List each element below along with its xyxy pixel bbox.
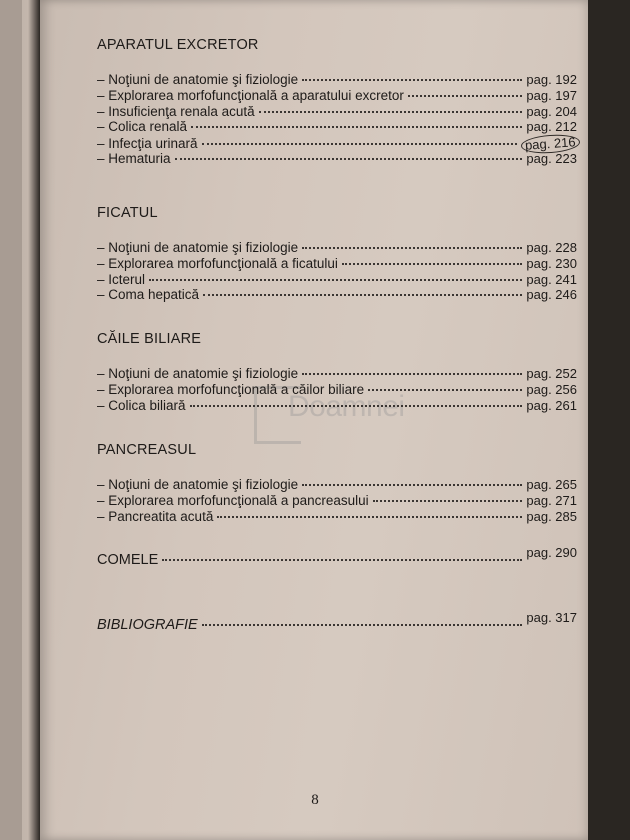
leader-dots [302, 237, 522, 249]
toc-entry-title: COMELE [97, 552, 159, 568]
toc-entry-comele [97, 545, 577, 568]
toc-entry-title: – Explorarea morfofuncţională a pancreasului [97, 492, 369, 508]
section-bibliografie [97, 610, 577, 633]
leader-dots [408, 85, 522, 97]
toc-entry-title: – Noţiuni de anatomie şi fiziologie [97, 72, 299, 87]
toc-entry-page: pag. 265 [526, 477, 577, 492]
section-caile-biliare [97, 329, 577, 413]
toc-entry-title: – Colica renală [97, 119, 188, 135]
book-spine-edge [0, 0, 40, 840]
toc-entry-page: pag. 285 [526, 508, 577, 524]
section-comele [97, 545, 577, 568]
toc-entry [97, 509, 577, 525]
toc-entry-page: pag. 256 [526, 381, 577, 397]
toc-entry-title: – Infecţia urinară [97, 136, 198, 152]
leader-dots [191, 116, 522, 128]
leader-dots [162, 549, 522, 561]
page-number: 8 [311, 792, 319, 808]
watermark-text: Doamnei [288, 390, 405, 423]
toc-entry [97, 398, 577, 414]
toc-entry-title: – Explorarea morfofuncţională a căilor biliare [97, 381, 365, 397]
section-heading: APARATUL EXCRETOR [97, 37, 259, 53]
leader-dots [302, 363, 522, 375]
leader-dots [175, 148, 523, 160]
toc-entry-page: pag. 261 [526, 397, 577, 413]
section-heading: PANCREASUL [97, 442, 197, 458]
leader-dots [190, 395, 523, 407]
toc-entry-page: pag. 204 [526, 103, 577, 119]
toc-entry [97, 287, 577, 303]
leader-dots [202, 614, 523, 626]
leader-dots [373, 490, 523, 502]
leader-dots [342, 253, 523, 265]
toc-entry-page: pag. 192 [526, 72, 577, 87]
toc-entry-page: pag. 317 [526, 610, 577, 625]
leader-dots [203, 284, 522, 296]
toc-entry-title: – Explorarea morfofuncţională a aparatului excretor [97, 87, 404, 103]
section-heading: FICATUL [97, 205, 158, 221]
toc-entry-page: pag. 197 [526, 87, 577, 103]
section-aparatul-excretor [97, 35, 577, 167]
toc-entry-page: pag. 223 [526, 150, 577, 166]
leader-dots [217, 506, 522, 518]
toc-entry-page: pag. 271 [526, 492, 577, 508]
toc-entry-page: pag. 228 [526, 240, 577, 255]
toc-entry-page: pag. 212 [526, 119, 577, 135]
toc-entry-title: – Icterul [97, 271, 146, 287]
toc-entry-title: – Colica biliară [97, 397, 186, 413]
section-heading: CĂILE BILIARE [97, 331, 202, 347]
leader-dots [259, 101, 523, 113]
toc-entry-title: – Noţiuni de anatomie şi fiziologie [97, 477, 299, 492]
toc-entry-title: – Noţiuni de anatomie şi fiziologie [97, 240, 299, 255]
toc-entry-page: pag. 230 [526, 255, 577, 271]
toc-entry-title: – Pancreatita acută [97, 508, 214, 524]
toc-entry-page: pag. 290 [526, 545, 577, 560]
leader-dots [149, 269, 522, 281]
toc-entry-title: – Explorarea morfofuncţională a ficatului [97, 255, 338, 271]
toc-entry-page: pag. 241 [526, 271, 577, 287]
toc-entry-bibliografie [97, 610, 577, 633]
leader-dots [302, 69, 522, 81]
toc-entry-page-circled: pag. 216 [521, 133, 581, 155]
toc-entry [97, 151, 577, 167]
toc-entry-title: – Coma hepatică [97, 287, 200, 303]
toc-entry-title: – Hematuria [97, 150, 171, 166]
toc-entry-page: pag. 252 [526, 366, 577, 381]
leader-dots [368, 379, 522, 391]
toc-entry-title: – Noţiuni de anatomie şi fiziologie [97, 366, 299, 381]
toc-entry-page: pag. 246 [526, 287, 577, 303]
section-ficatul [97, 203, 577, 303]
section-pancreasul [97, 440, 577, 524]
toc-entry-title: BIBLIOGRAFIE [97, 617, 198, 633]
leader-dots [302, 474, 522, 486]
toc-entry-title: – Insuficienţa renala acută [97, 103, 255, 119]
leader-dots [202, 133, 518, 145]
